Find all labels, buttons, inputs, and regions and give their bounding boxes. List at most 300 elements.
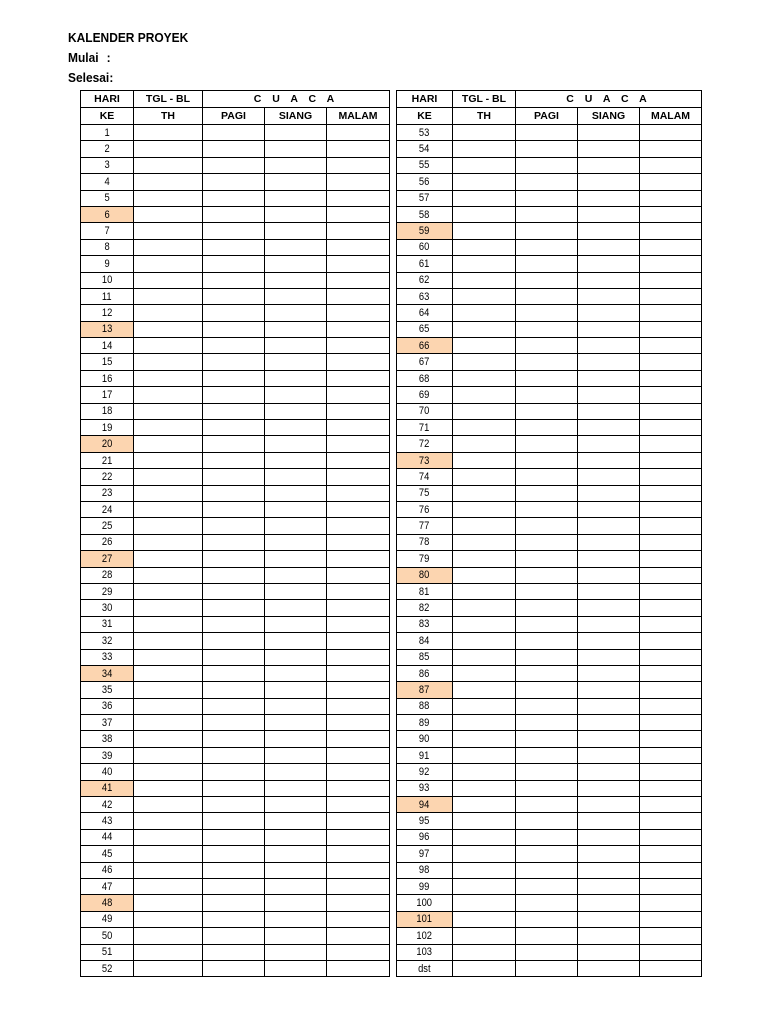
- malam-cell[interactable]: [640, 567, 702, 583]
- pagi-cell[interactable]: [516, 633, 578, 649]
- date-cell[interactable]: [453, 911, 516, 927]
- date-cell[interactable]: [453, 239, 516, 255]
- pagi-cell[interactable]: [516, 616, 578, 632]
- malam-cell[interactable]: [640, 600, 702, 616]
- pagi-cell[interactable]: [203, 911, 265, 927]
- siang-cell[interactable]: [578, 911, 640, 927]
- siang-cell[interactable]: [265, 583, 327, 599]
- siang-cell[interactable]: [578, 928, 640, 944]
- pagi-cell[interactable]: [203, 829, 265, 845]
- date-cell[interactable]: [453, 698, 516, 714]
- date-cell[interactable]: [453, 534, 516, 550]
- date-cell[interactable]: [453, 305, 516, 321]
- siang-cell[interactable]: [578, 354, 640, 370]
- siang-cell[interactable]: [265, 780, 327, 796]
- pagi-cell[interactable]: [203, 780, 265, 796]
- malam-cell[interactable]: [640, 715, 702, 731]
- date-cell[interactable]: [453, 223, 516, 239]
- pagi-cell[interactable]: [516, 141, 578, 157]
- siang-cell[interactable]: [578, 567, 640, 583]
- date-cell[interactable]: [134, 747, 203, 763]
- siang-cell[interactable]: [265, 206, 327, 222]
- malam-cell[interactable]: [327, 469, 390, 485]
- malam-cell[interactable]: [640, 370, 702, 386]
- date-cell[interactable]: [453, 387, 516, 403]
- siang-cell[interactable]: [265, 797, 327, 813]
- pagi-cell[interactable]: [203, 501, 265, 517]
- siang-cell[interactable]: [578, 420, 640, 436]
- date-cell[interactable]: [134, 223, 203, 239]
- malam-cell[interactable]: [327, 846, 390, 862]
- malam-cell[interactable]: [327, 403, 390, 419]
- malam-cell[interactable]: [327, 534, 390, 550]
- pagi-cell[interactable]: [516, 715, 578, 731]
- pagi-cell[interactable]: [516, 272, 578, 288]
- siang-cell[interactable]: [265, 633, 327, 649]
- siang-cell[interactable]: [265, 485, 327, 501]
- siang-cell[interactable]: [265, 239, 327, 255]
- siang-cell[interactable]: [578, 403, 640, 419]
- pagi-cell[interactable]: [203, 420, 265, 436]
- date-cell[interactable]: [453, 944, 516, 960]
- date-cell[interactable]: [134, 157, 203, 173]
- pagi-cell[interactable]: [203, 469, 265, 485]
- date-cell[interactable]: [453, 780, 516, 796]
- pagi-cell[interactable]: [516, 403, 578, 419]
- date-cell[interactable]: [453, 321, 516, 337]
- malam-cell[interactable]: [640, 239, 702, 255]
- date-cell[interactable]: [453, 764, 516, 780]
- siang-cell[interactable]: [265, 272, 327, 288]
- malam-cell[interactable]: [640, 895, 702, 911]
- malam-cell[interactable]: [640, 501, 702, 517]
- siang-cell[interactable]: [578, 206, 640, 222]
- date-cell[interactable]: [453, 928, 516, 944]
- date-cell[interactable]: [134, 338, 203, 354]
- pagi-cell[interactable]: [203, 157, 265, 173]
- pagi-cell[interactable]: [203, 518, 265, 534]
- pagi-cell[interactable]: [516, 862, 578, 878]
- malam-cell[interactable]: [640, 518, 702, 534]
- pagi-cell[interactable]: [516, 305, 578, 321]
- date-cell[interactable]: [453, 797, 516, 813]
- date-cell[interactable]: [134, 616, 203, 632]
- siang-cell[interactable]: [265, 895, 327, 911]
- siang-cell[interactable]: [265, 141, 327, 157]
- date-cell[interactable]: [134, 846, 203, 862]
- pagi-cell[interactable]: [203, 370, 265, 386]
- pagi-cell[interactable]: [516, 387, 578, 403]
- siang-cell[interactable]: [265, 747, 327, 763]
- date-cell[interactable]: [453, 452, 516, 468]
- malam-cell[interactable]: [327, 256, 390, 272]
- date-cell[interactable]: [453, 567, 516, 583]
- date-cell[interactable]: [134, 436, 203, 452]
- malam-cell[interactable]: [640, 469, 702, 485]
- malam-cell[interactable]: [640, 141, 702, 157]
- date-cell[interactable]: [134, 895, 203, 911]
- pagi-cell[interactable]: [516, 338, 578, 354]
- pagi-cell[interactable]: [203, 600, 265, 616]
- malam-cell[interactable]: [640, 223, 702, 239]
- siang-cell[interactable]: [578, 387, 640, 403]
- date-cell[interactable]: [453, 600, 516, 616]
- pagi-cell[interactable]: [203, 256, 265, 272]
- date-cell[interactable]: [134, 420, 203, 436]
- malam-cell[interactable]: [640, 403, 702, 419]
- siang-cell[interactable]: [578, 715, 640, 731]
- siang-cell[interactable]: [578, 698, 640, 714]
- siang-cell[interactable]: [578, 895, 640, 911]
- pagi-cell[interactable]: [203, 862, 265, 878]
- date-cell[interactable]: [134, 387, 203, 403]
- date-cell[interactable]: [134, 780, 203, 796]
- malam-cell[interactable]: [327, 797, 390, 813]
- date-cell[interactable]: [453, 813, 516, 829]
- malam-cell[interactable]: [640, 780, 702, 796]
- pagi-cell[interactable]: [516, 354, 578, 370]
- pagi-cell[interactable]: [203, 206, 265, 222]
- malam-cell[interactable]: [327, 141, 390, 157]
- pagi-cell[interactable]: [516, 829, 578, 845]
- malam-cell[interactable]: [327, 370, 390, 386]
- date-cell[interactable]: [453, 206, 516, 222]
- date-cell[interactable]: [134, 551, 203, 567]
- malam-cell[interactable]: [640, 354, 702, 370]
- malam-cell[interactable]: [327, 567, 390, 583]
- siang-cell[interactable]: [578, 583, 640, 599]
- malam-cell[interactable]: [327, 518, 390, 534]
- malam-cell[interactable]: [327, 895, 390, 911]
- siang-cell[interactable]: [578, 305, 640, 321]
- siang-cell[interactable]: [265, 338, 327, 354]
- date-cell[interactable]: [453, 501, 516, 517]
- siang-cell[interactable]: [265, 551, 327, 567]
- siang-cell[interactable]: [265, 862, 327, 878]
- malam-cell[interactable]: [327, 157, 390, 173]
- siang-cell[interactable]: [578, 878, 640, 894]
- siang-cell[interactable]: [578, 829, 640, 845]
- pagi-cell[interactable]: [203, 813, 265, 829]
- date-cell[interactable]: [453, 370, 516, 386]
- malam-cell[interactable]: [327, 813, 390, 829]
- siang-cell[interactable]: [265, 256, 327, 272]
- siang-cell[interactable]: [265, 698, 327, 714]
- malam-cell[interactable]: [327, 387, 390, 403]
- siang-cell[interactable]: [578, 518, 640, 534]
- pagi-cell[interactable]: [203, 223, 265, 239]
- malam-cell[interactable]: [640, 190, 702, 206]
- pagi-cell[interactable]: [203, 354, 265, 370]
- siang-cell[interactable]: [265, 944, 327, 960]
- pagi-cell[interactable]: [203, 698, 265, 714]
- malam-cell[interactable]: [327, 665, 390, 681]
- siang-cell[interactable]: [265, 682, 327, 698]
- pagi-cell[interactable]: [516, 731, 578, 747]
- pagi-cell[interactable]: [203, 338, 265, 354]
- date-cell[interactable]: [453, 682, 516, 698]
- date-cell[interactable]: [453, 960, 516, 976]
- pagi-cell[interactable]: [516, 239, 578, 255]
- date-cell[interactable]: [453, 715, 516, 731]
- date-cell[interactable]: [134, 731, 203, 747]
- date-cell[interactable]: [134, 174, 203, 190]
- pagi-cell[interactable]: [516, 682, 578, 698]
- malam-cell[interactable]: [640, 534, 702, 550]
- malam-cell[interactable]: [327, 501, 390, 517]
- pagi-cell[interactable]: [516, 813, 578, 829]
- siang-cell[interactable]: [265, 305, 327, 321]
- pagi-cell[interactable]: [203, 583, 265, 599]
- pagi-cell[interactable]: [203, 764, 265, 780]
- pagi-cell[interactable]: [516, 780, 578, 796]
- pagi-cell[interactable]: [203, 288, 265, 304]
- malam-cell[interactable]: [327, 338, 390, 354]
- siang-cell[interactable]: [265, 125, 327, 141]
- pagi-cell[interactable]: [516, 174, 578, 190]
- date-cell[interactable]: [134, 321, 203, 337]
- date-cell[interactable]: [453, 878, 516, 894]
- malam-cell[interactable]: [327, 354, 390, 370]
- malam-cell[interactable]: [640, 665, 702, 681]
- date-cell[interactable]: [134, 878, 203, 894]
- pagi-cell[interactable]: [516, 206, 578, 222]
- pagi-cell[interactable]: [203, 633, 265, 649]
- siang-cell[interactable]: [265, 665, 327, 681]
- pagi-cell[interactable]: [203, 944, 265, 960]
- siang-cell[interactable]: [578, 944, 640, 960]
- pagi-cell[interactable]: [516, 223, 578, 239]
- malam-cell[interactable]: [327, 436, 390, 452]
- pagi-cell[interactable]: [203, 567, 265, 583]
- malam-cell[interactable]: [327, 272, 390, 288]
- malam-cell[interactable]: [327, 764, 390, 780]
- date-cell[interactable]: [453, 846, 516, 862]
- pagi-cell[interactable]: [516, 928, 578, 944]
- date-cell[interactable]: [134, 125, 203, 141]
- malam-cell[interactable]: [640, 256, 702, 272]
- malam-cell[interactable]: [640, 174, 702, 190]
- pagi-cell[interactable]: [516, 600, 578, 616]
- siang-cell[interactable]: [578, 125, 640, 141]
- siang-cell[interactable]: [578, 469, 640, 485]
- siang-cell[interactable]: [265, 649, 327, 665]
- malam-cell[interactable]: [640, 960, 702, 976]
- date-cell[interactable]: [134, 206, 203, 222]
- pagi-cell[interactable]: [203, 649, 265, 665]
- malam-cell[interactable]: [640, 387, 702, 403]
- malam-cell[interactable]: [327, 780, 390, 796]
- pagi-cell[interactable]: [203, 403, 265, 419]
- date-cell[interactable]: [134, 583, 203, 599]
- date-cell[interactable]: [134, 469, 203, 485]
- malam-cell[interactable]: [327, 616, 390, 632]
- date-cell[interactable]: [453, 288, 516, 304]
- date-cell[interactable]: [134, 305, 203, 321]
- date-cell[interactable]: [453, 633, 516, 649]
- date-cell[interactable]: [134, 288, 203, 304]
- pagi-cell[interactable]: [516, 288, 578, 304]
- malam-cell[interactable]: [327, 649, 390, 665]
- siang-cell[interactable]: [578, 288, 640, 304]
- malam-cell[interactable]: [327, 551, 390, 567]
- pagi-cell[interactable]: [516, 518, 578, 534]
- pagi-cell[interactable]: [203, 878, 265, 894]
- date-cell[interactable]: [134, 911, 203, 927]
- malam-cell[interactable]: [640, 682, 702, 698]
- siang-cell[interactable]: [265, 616, 327, 632]
- malam-cell[interactable]: [640, 731, 702, 747]
- pagi-cell[interactable]: [203, 452, 265, 468]
- siang-cell[interactable]: [578, 846, 640, 862]
- pagi-cell[interactable]: [203, 387, 265, 403]
- pagi-cell[interactable]: [516, 420, 578, 436]
- date-cell[interactable]: [134, 403, 203, 419]
- date-cell[interactable]: [134, 960, 203, 976]
- pagi-cell[interactable]: [516, 452, 578, 468]
- pagi-cell[interactable]: [516, 567, 578, 583]
- siang-cell[interactable]: [265, 452, 327, 468]
- siang-cell[interactable]: [578, 960, 640, 976]
- date-cell[interactable]: [453, 895, 516, 911]
- siang-cell[interactable]: [578, 370, 640, 386]
- malam-cell[interactable]: [640, 698, 702, 714]
- siang-cell[interactable]: [265, 518, 327, 534]
- malam-cell[interactable]: [327, 960, 390, 976]
- date-cell[interactable]: [453, 354, 516, 370]
- date-cell[interactable]: [134, 764, 203, 780]
- malam-cell[interactable]: [640, 878, 702, 894]
- date-cell[interactable]: [453, 518, 516, 534]
- siang-cell[interactable]: [578, 551, 640, 567]
- malam-cell[interactable]: [327, 633, 390, 649]
- malam-cell[interactable]: [640, 125, 702, 141]
- pagi-cell[interactable]: [516, 321, 578, 337]
- date-cell[interactable]: [134, 862, 203, 878]
- malam-cell[interactable]: [640, 338, 702, 354]
- siang-cell[interactable]: [265, 600, 327, 616]
- siang-cell[interactable]: [578, 534, 640, 550]
- pagi-cell[interactable]: [516, 157, 578, 173]
- pagi-cell[interactable]: [516, 665, 578, 681]
- pagi-cell[interactable]: [516, 436, 578, 452]
- malam-cell[interactable]: [640, 452, 702, 468]
- malam-cell[interactable]: [327, 600, 390, 616]
- siang-cell[interactable]: [265, 846, 327, 862]
- malam-cell[interactable]: [640, 288, 702, 304]
- malam-cell[interactable]: [327, 911, 390, 927]
- pagi-cell[interactable]: [203, 682, 265, 698]
- date-cell[interactable]: [134, 928, 203, 944]
- siang-cell[interactable]: [578, 616, 640, 632]
- malam-cell[interactable]: [640, 436, 702, 452]
- malam-cell[interactable]: [327, 452, 390, 468]
- date-cell[interactable]: [453, 485, 516, 501]
- malam-cell[interactable]: [327, 288, 390, 304]
- pagi-cell[interactable]: [203, 534, 265, 550]
- date-cell[interactable]: [134, 534, 203, 550]
- pagi-cell[interactable]: [516, 469, 578, 485]
- pagi-cell[interactable]: [516, 895, 578, 911]
- date-cell[interactable]: [134, 256, 203, 272]
- malam-cell[interactable]: [640, 928, 702, 944]
- date-cell[interactable]: [453, 862, 516, 878]
- siang-cell[interactable]: [265, 223, 327, 239]
- siang-cell[interactable]: [265, 960, 327, 976]
- date-cell[interactable]: [453, 256, 516, 272]
- malam-cell[interactable]: [640, 157, 702, 173]
- pagi-cell[interactable]: [203, 485, 265, 501]
- date-cell[interactable]: [134, 272, 203, 288]
- malam-cell[interactable]: [327, 206, 390, 222]
- siang-cell[interactable]: [578, 649, 640, 665]
- malam-cell[interactable]: [327, 747, 390, 763]
- siang-cell[interactable]: [265, 878, 327, 894]
- siang-cell[interactable]: [578, 190, 640, 206]
- malam-cell[interactable]: [327, 928, 390, 944]
- date-cell[interactable]: [134, 813, 203, 829]
- malam-cell[interactable]: [640, 747, 702, 763]
- date-cell[interactable]: [453, 436, 516, 452]
- date-cell[interactable]: [453, 403, 516, 419]
- malam-cell[interactable]: [327, 305, 390, 321]
- date-cell[interactable]: [134, 239, 203, 255]
- siang-cell[interactable]: [578, 272, 640, 288]
- date-cell[interactable]: [453, 551, 516, 567]
- malam-cell[interactable]: [640, 206, 702, 222]
- date-cell[interactable]: [453, 583, 516, 599]
- siang-cell[interactable]: [578, 452, 640, 468]
- malam-cell[interactable]: [327, 698, 390, 714]
- siang-cell[interactable]: [578, 157, 640, 173]
- malam-cell[interactable]: [327, 583, 390, 599]
- malam-cell[interactable]: [640, 862, 702, 878]
- pagi-cell[interactable]: [516, 501, 578, 517]
- siang-cell[interactable]: [578, 764, 640, 780]
- siang-cell[interactable]: [265, 764, 327, 780]
- malam-cell[interactable]: [327, 682, 390, 698]
- siang-cell[interactable]: [578, 239, 640, 255]
- malam-cell[interactable]: [327, 731, 390, 747]
- pagi-cell[interactable]: [516, 846, 578, 862]
- siang-cell[interactable]: [265, 420, 327, 436]
- siang-cell[interactable]: [578, 731, 640, 747]
- pagi-cell[interactable]: [516, 764, 578, 780]
- malam-cell[interactable]: [640, 616, 702, 632]
- malam-cell[interactable]: [327, 715, 390, 731]
- date-cell[interactable]: [453, 649, 516, 665]
- siang-cell[interactable]: [578, 862, 640, 878]
- pagi-cell[interactable]: [516, 583, 578, 599]
- malam-cell[interactable]: [640, 649, 702, 665]
- date-cell[interactable]: [134, 829, 203, 845]
- malam-cell[interactable]: [640, 420, 702, 436]
- siang-cell[interactable]: [578, 797, 640, 813]
- malam-cell[interactable]: [640, 813, 702, 829]
- pagi-cell[interactable]: [516, 944, 578, 960]
- malam-cell[interactable]: [640, 633, 702, 649]
- siang-cell[interactable]: [265, 715, 327, 731]
- siang-cell[interactable]: [265, 731, 327, 747]
- date-cell[interactable]: [134, 485, 203, 501]
- date-cell[interactable]: [134, 715, 203, 731]
- siang-cell[interactable]: [265, 174, 327, 190]
- malam-cell[interactable]: [327, 944, 390, 960]
- siang-cell[interactable]: [265, 501, 327, 517]
- malam-cell[interactable]: [640, 321, 702, 337]
- pagi-cell[interactable]: [516, 534, 578, 550]
- siang-cell[interactable]: [265, 354, 327, 370]
